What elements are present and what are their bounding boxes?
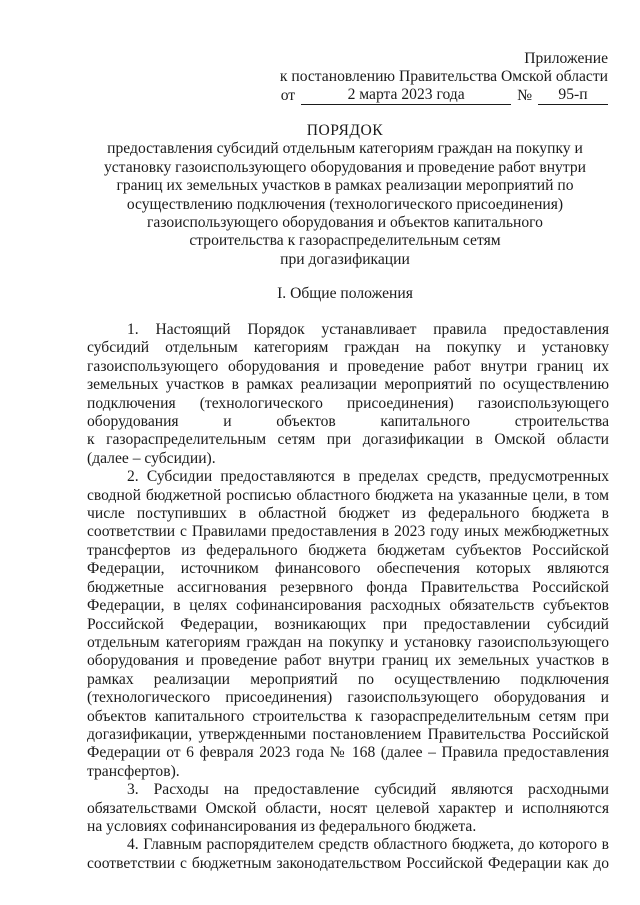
appendix-label: Приложение <box>524 50 608 67</box>
appendix-header <box>248 50 608 105</box>
title-main: ПОРЯДОК <box>306 122 384 139</box>
text-line: соответствии с бюджетным законодательством Российской Федерации как до <box>87 854 609 872</box>
title-line: предоставления субсидий отдельным категориям граждан на покупку и <box>107 140 583 158</box>
text-line: подключения (технологического присоединения) газоиспользующего <box>87 394 609 412</box>
decree-date-number-line <box>248 87 608 105</box>
text-line: 2. Субсидии предоставляются в пределах средств, предусмотренных <box>127 468 609 486</box>
text-line: субсидий отдельным категориям граждан на покупку и установку <box>87 339 609 357</box>
title-line: установку газоиспользующего оборудования и проведение работ внутри <box>103 158 587 176</box>
paragraph-4 <box>87 836 609 873</box>
paragraph-1 <box>87 321 609 468</box>
text-line: отдельным категориям граждан на покупку и установку газоиспользующего <box>87 633 609 651</box>
text-line: оборудования и проведение работ внутри границ их земельных участков в <box>87 652 609 670</box>
text-line: соответствии с Правилами предоставления в 2023 году иных межбюджетных <box>87 523 609 541</box>
text-line: Федерации, источником финансового обеспечения которых являются <box>87 560 609 578</box>
text-line: оборудования и объектов капитального строительства <box>87 413 609 431</box>
text-line: земельных участков в рамках реализации мероприятий по осуществлению <box>87 376 609 394</box>
text-line: числе поступивших в областной бюджет из федерального бюджета в <box>87 505 609 523</box>
text-line: трансфертов из федерального бюджета бюджетам субъектов Российской <box>87 541 609 559</box>
number-label: № <box>517 86 532 104</box>
decree-reference: к постановлению Правительства Омской области <box>279 68 608 86</box>
title-line: границ их земельных участков в рамках реализации мероприятий по <box>116 177 574 195</box>
paragraph-3 <box>87 781 609 836</box>
text-line: к газораспределительным сетям при догазификации в Омской области <box>87 431 609 449</box>
title-line: осуществлению подключения (технологического присоединения) <box>126 195 564 213</box>
title-line: строительства к газораспределительным сетям <box>189 232 501 250</box>
text-line: на условиях софинансирования из федерального бюджета. <box>87 817 477 835</box>
text-line: 1. Настоящий Порядок устанавливает правила предоставления <box>127 321 609 338</box>
from-label: от <box>280 86 296 104</box>
title-line: газоиспользующего оборудования и объектов капитального <box>147 214 543 232</box>
decree-number: 95-п <box>538 87 608 105</box>
paragraph-2 <box>87 468 609 781</box>
text-line: догазификации, утвержденными постановлением Правительства Российской <box>87 725 609 743</box>
text-line: (далее – субсидии). <box>87 449 216 467</box>
text-line: 3. Расходы на предоставление субсидий являются расходными <box>127 781 609 799</box>
text-line: бюджетные ассигнования резервного фонда Правительства Российской <box>87 578 609 596</box>
text-line: (технологического присоединения) газоиспользующего оборудования и <box>87 689 609 707</box>
section-title: I. Общие положения <box>277 285 413 302</box>
text-line: рамках реализации мероприятий по осуществлению подключения <box>87 670 609 688</box>
decree-date: 2 марта 2023 года <box>301 87 511 105</box>
text-line: 4. Главным распорядителем средств областного бюджета, до которого в <box>127 836 609 854</box>
text-line: газоиспользующего оборудования и проведение работ внутри границ их <box>87 357 609 375</box>
text-line: объектов капитального строительства к газораспределительным сетям при <box>87 707 609 725</box>
text-line: Российской Федерации, возникающих при предоставлении субсидий <box>87 615 609 633</box>
text-line: Федерации, в целях софинансирования расходных обязательств субъектов <box>87 597 609 615</box>
text-line: обязательствами Омской области, носят целевой характер и исполняются <box>87 799 609 817</box>
document-body <box>87 321 609 873</box>
text-line: Федерации от 6 февраля 2023 года № 168 (далее – Правила предоставления <box>87 744 609 762</box>
document-title <box>80 122 610 269</box>
text-line: трансфертов). <box>87 762 180 780</box>
text-line: сводной бюджетной росписью областного бюджета на указанные цели, в том <box>87 486 609 504</box>
title-line: при догазификации <box>280 250 410 268</box>
